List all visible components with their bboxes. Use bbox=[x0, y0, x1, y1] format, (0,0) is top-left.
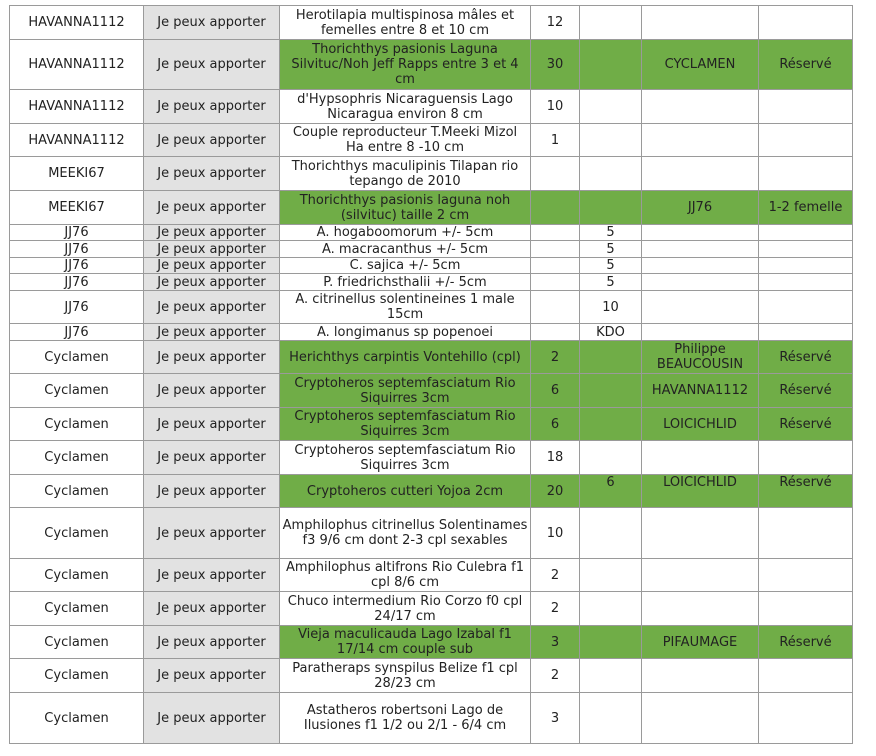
quantity-cell: 3 bbox=[531, 626, 580, 659]
extra-quantity-cell bbox=[580, 341, 642, 374]
reservation-status-cell bbox=[759, 90, 853, 124]
quantity-cell bbox=[531, 191, 580, 225]
quantity-cell: 2 bbox=[531, 659, 580, 693]
species-description-cell: Cryptoheros cutteri Yojoa 2cm bbox=[280, 475, 531, 508]
table-row bbox=[10, 6, 853, 40]
table-row bbox=[10, 592, 853, 626]
fish-exchange-table bbox=[9, 5, 853, 744]
member-cell: Cyclamen bbox=[10, 341, 144, 374]
table-row bbox=[10, 124, 853, 157]
member-cell: JJ76 bbox=[10, 324, 144, 341]
reserved-by-cell bbox=[642, 124, 759, 157]
species-description-cell: A. longimanus sp popenoei bbox=[280, 324, 531, 341]
extra-quantity-cell: 6 bbox=[580, 475, 642, 508]
reserved-by-cell: Philippe BEAUCOUSIN bbox=[642, 341, 759, 374]
status-cell: Je peux apporter bbox=[144, 324, 280, 341]
member-cell: JJ76 bbox=[10, 274, 144, 291]
table-row bbox=[10, 374, 853, 408]
extra-quantity-cell bbox=[580, 90, 642, 124]
reservation-status-cell: Réservé bbox=[759, 408, 853, 441]
quantity-cell: 12 bbox=[531, 6, 580, 40]
reservation-status-cell: Réservé bbox=[759, 374, 853, 408]
species-description-cell: Couple reproducteur T.Meeki Mizol Ha entre 8 -10 cm bbox=[280, 124, 531, 157]
member-cell: JJ76 bbox=[10, 241, 144, 258]
extra-quantity-cell bbox=[580, 559, 642, 592]
species-description-cell: Cryptoheros septemfasciatum Rio Siquirres 3cm bbox=[280, 408, 531, 441]
quantity-cell: 2 bbox=[531, 341, 580, 374]
status-cell: Je peux apporter bbox=[144, 408, 280, 441]
reserved-by-cell: PIFAUMAGE bbox=[642, 626, 759, 659]
reserved-by-cell bbox=[642, 90, 759, 124]
status-cell: Je peux apporter bbox=[144, 225, 280, 241]
reservation-status-cell bbox=[759, 274, 853, 291]
quantity-cell bbox=[531, 225, 580, 241]
species-description-cell: A. citrinellus solentineines 1 male 15cm bbox=[280, 291, 531, 324]
species-description-cell: Amphilophus citrinellus Solentinames f3 9/6 cm dont 2-3 cpl sexables bbox=[280, 508, 531, 559]
member-cell: Cyclamen bbox=[10, 475, 144, 508]
extra-quantity-cell: 5 bbox=[580, 241, 642, 258]
table-row bbox=[10, 693, 853, 744]
reserved-by-cell bbox=[642, 157, 759, 191]
quantity-cell: 10 bbox=[531, 90, 580, 124]
species-description-cell: C. sajica +/- 5cm bbox=[280, 258, 531, 274]
reserved-by-cell: JJ76 bbox=[642, 191, 759, 225]
extra-quantity-cell bbox=[580, 40, 642, 90]
quantity-cell bbox=[531, 241, 580, 258]
species-description-cell: Thorichthys pasionis laguna noh (silvituc) taille 2 cm bbox=[280, 191, 531, 225]
extra-quantity-cell bbox=[580, 124, 642, 157]
extra-quantity-cell bbox=[580, 6, 642, 40]
status-cell: Je peux apporter bbox=[144, 157, 280, 191]
status-cell: Je peux apporter bbox=[144, 659, 280, 693]
quantity-cell bbox=[531, 258, 580, 274]
extra-quantity-cell bbox=[580, 693, 642, 744]
member-cell: MEEKI67 bbox=[10, 157, 144, 191]
reservation-status-cell bbox=[759, 6, 853, 40]
quantity-cell: 2 bbox=[531, 559, 580, 592]
reservation-status-cell bbox=[759, 124, 853, 157]
extra-quantity-cell bbox=[580, 508, 642, 559]
reserved-by-cell bbox=[642, 241, 759, 258]
reserved-by-cell bbox=[642, 659, 759, 693]
table-body bbox=[10, 6, 853, 744]
reservation-status-cell bbox=[759, 508, 853, 559]
species-description-cell: Thorichthys pasionis Laguna Silvituc/Noh Jeff Rapps entre 3 et 4 cm bbox=[280, 40, 531, 90]
member-cell: HAVANNA1112 bbox=[10, 124, 144, 157]
table-row bbox=[10, 274, 853, 291]
quantity-cell: 10 bbox=[531, 508, 580, 559]
quantity-cell: 18 bbox=[531, 441, 580, 475]
table-row bbox=[10, 626, 853, 659]
status-cell: Je peux apporter bbox=[144, 441, 280, 475]
extra-quantity-cell bbox=[580, 374, 642, 408]
table-row bbox=[10, 559, 853, 592]
reservation-status-cell bbox=[759, 441, 853, 475]
table-row bbox=[10, 408, 853, 441]
species-description-cell: Cryptoheros septemfasciatum Rio Siquirres 3cm bbox=[280, 441, 531, 475]
extra-quantity-cell: 10 bbox=[580, 291, 642, 324]
reservation-status-cell: 1-2 femelle bbox=[759, 191, 853, 225]
member-cell: Cyclamen bbox=[10, 559, 144, 592]
table-row bbox=[10, 157, 853, 191]
quantity-cell bbox=[531, 324, 580, 341]
member-cell: JJ76 bbox=[10, 225, 144, 241]
extra-quantity-cell: KDO bbox=[580, 324, 642, 341]
status-cell: Je peux apporter bbox=[144, 693, 280, 744]
reservation-status-cell bbox=[759, 324, 853, 341]
reserved-by-cell bbox=[642, 324, 759, 341]
reservation-status-cell bbox=[759, 241, 853, 258]
member-cell: Cyclamen bbox=[10, 441, 144, 475]
table-row bbox=[10, 659, 853, 693]
species-description-cell: A. macracanthus +/- 5cm bbox=[280, 241, 531, 258]
reserved-by-cell bbox=[642, 441, 759, 475]
reservation-status-cell: Réservé bbox=[759, 626, 853, 659]
reserved-by-cell bbox=[642, 274, 759, 291]
status-cell: Je peux apporter bbox=[144, 508, 280, 559]
extra-quantity-cell bbox=[580, 191, 642, 225]
species-description-cell: P. friedrichsthalii +/- 5cm bbox=[280, 274, 531, 291]
species-description-cell: Herotilapia multispinosa mâles et femelles entre 8 et 10 cm bbox=[280, 6, 531, 40]
status-cell: Je peux apporter bbox=[144, 40, 280, 90]
species-description-cell: Thorichthys maculipinis Tilapan rio tepango de 2010 bbox=[280, 157, 531, 191]
reservation-status-cell bbox=[759, 291, 853, 324]
table-row bbox=[10, 225, 853, 241]
table-row bbox=[10, 324, 853, 341]
member-cell: MEEKI67 bbox=[10, 191, 144, 225]
status-cell: Je peux apporter bbox=[144, 592, 280, 626]
reserved-by-cell bbox=[642, 291, 759, 324]
table-row bbox=[10, 258, 853, 274]
table-row bbox=[10, 475, 853, 508]
quantity-cell: 6 bbox=[531, 408, 580, 441]
reservation-status-cell bbox=[759, 592, 853, 626]
table-row bbox=[10, 291, 853, 324]
status-cell: Je peux apporter bbox=[144, 6, 280, 40]
reservation-status-cell bbox=[759, 559, 853, 592]
extra-quantity-cell: 5 bbox=[580, 225, 642, 241]
quantity-cell: 6 bbox=[531, 374, 580, 408]
species-description-cell: Chuco intermedium Rio Corzo f0 cpl 24/17 cm bbox=[280, 592, 531, 626]
extra-quantity-cell bbox=[580, 592, 642, 626]
quantity-cell: 2 bbox=[531, 592, 580, 626]
quantity-cell: 1 bbox=[531, 124, 580, 157]
quantity-cell: 30 bbox=[531, 40, 580, 90]
quantity-cell bbox=[531, 291, 580, 324]
extra-quantity-cell bbox=[580, 659, 642, 693]
member-cell: Cyclamen bbox=[10, 374, 144, 408]
reserved-by-cell: CYCLAMEN bbox=[642, 40, 759, 90]
status-cell: Je peux apporter bbox=[144, 374, 280, 408]
status-cell: Je peux apporter bbox=[144, 341, 280, 374]
species-description-cell: Amphilophus altifrons Rio Culebra f1 cpl 8/6 cm bbox=[280, 559, 531, 592]
table-row bbox=[10, 508, 853, 559]
reservation-status-cell bbox=[759, 258, 853, 274]
extra-quantity-cell bbox=[580, 626, 642, 659]
quantity-cell bbox=[531, 157, 580, 191]
extra-quantity-cell: 5 bbox=[580, 274, 642, 291]
status-cell: Je peux apporter bbox=[144, 241, 280, 258]
table-row bbox=[10, 90, 853, 124]
extra-quantity-cell: 5 bbox=[580, 258, 642, 274]
species-description-cell: Cryptoheros septemfasciatum Rio Siquirres 3cm bbox=[280, 374, 531, 408]
status-cell: Je peux apporter bbox=[144, 475, 280, 508]
table-row bbox=[10, 341, 853, 374]
reserved-by-cell: LOICICHLID bbox=[642, 408, 759, 441]
member-cell: Cyclamen bbox=[10, 408, 144, 441]
table-row bbox=[10, 191, 853, 225]
status-cell: Je peux apporter bbox=[144, 626, 280, 659]
status-cell: Je peux apporter bbox=[144, 191, 280, 225]
status-cell: Je peux apporter bbox=[144, 258, 280, 274]
reserved-by-cell bbox=[642, 225, 759, 241]
reserved-by-cell bbox=[642, 6, 759, 40]
member-cell: HAVANNA1112 bbox=[10, 6, 144, 40]
reservation-status-cell bbox=[759, 659, 853, 693]
member-cell: Cyclamen bbox=[10, 508, 144, 559]
member-cell: Cyclamen bbox=[10, 626, 144, 659]
extra-quantity-cell bbox=[580, 441, 642, 475]
table-row bbox=[10, 441, 853, 475]
quantity-cell: 20 bbox=[531, 475, 580, 508]
reservation-status-cell bbox=[759, 157, 853, 191]
species-description-cell: Paratheraps synspilus Belize f1 cpl 28/23 cm bbox=[280, 659, 531, 693]
member-cell: HAVANNA1112 bbox=[10, 90, 144, 124]
status-cell: Je peux apporter bbox=[144, 124, 280, 157]
reserved-by-cell bbox=[642, 508, 759, 559]
member-cell: Cyclamen bbox=[10, 659, 144, 693]
species-description-cell: Astatheros robertsoni Lago de Ilusiones f1 1/2 ou 2/1 - 6/4 cm bbox=[280, 693, 531, 744]
reserved-by-cell bbox=[642, 559, 759, 592]
table-row bbox=[10, 40, 853, 90]
reserved-by-cell: HAVANNA1112 bbox=[642, 374, 759, 408]
reservation-status-cell bbox=[759, 225, 853, 241]
reserved-by-cell bbox=[642, 592, 759, 626]
status-cell: Je peux apporter bbox=[144, 274, 280, 291]
member-cell: Cyclamen bbox=[10, 592, 144, 626]
quantity-cell bbox=[531, 274, 580, 291]
species-description-cell: d'Hypsophris Nicaraguensis Lago Nicaragua environ 8 cm bbox=[280, 90, 531, 124]
extra-quantity-cell bbox=[580, 157, 642, 191]
species-description-cell: Herichthys carpintis Vontehillo (cpl) bbox=[280, 341, 531, 374]
table-row bbox=[10, 241, 853, 258]
species-description-cell: A. hogaboomorum +/- 5cm bbox=[280, 225, 531, 241]
reserved-by-cell bbox=[642, 693, 759, 744]
member-cell: JJ76 bbox=[10, 291, 144, 324]
quantity-cell: 3 bbox=[531, 693, 580, 744]
reserved-by-cell: LOICICHLID bbox=[642, 475, 759, 508]
status-cell: Je peux apporter bbox=[144, 90, 280, 124]
extra-quantity-cell bbox=[580, 408, 642, 441]
species-description-cell: Vieja maculicauda Lago Izabal f1 17/14 cm couple sub bbox=[280, 626, 531, 659]
status-cell: Je peux apporter bbox=[144, 559, 280, 592]
member-cell: Cyclamen bbox=[10, 693, 144, 744]
reservation-status-cell: Réservé bbox=[759, 475, 853, 508]
status-cell: Je peux apporter bbox=[144, 291, 280, 324]
reserved-by-cell bbox=[642, 258, 759, 274]
member-cell: JJ76 bbox=[10, 258, 144, 274]
reservation-status-cell: Réservé bbox=[759, 341, 853, 374]
reservation-status-cell bbox=[759, 693, 853, 744]
member-cell: HAVANNA1112 bbox=[10, 40, 144, 90]
reservation-status-cell: Réservé bbox=[759, 40, 853, 90]
